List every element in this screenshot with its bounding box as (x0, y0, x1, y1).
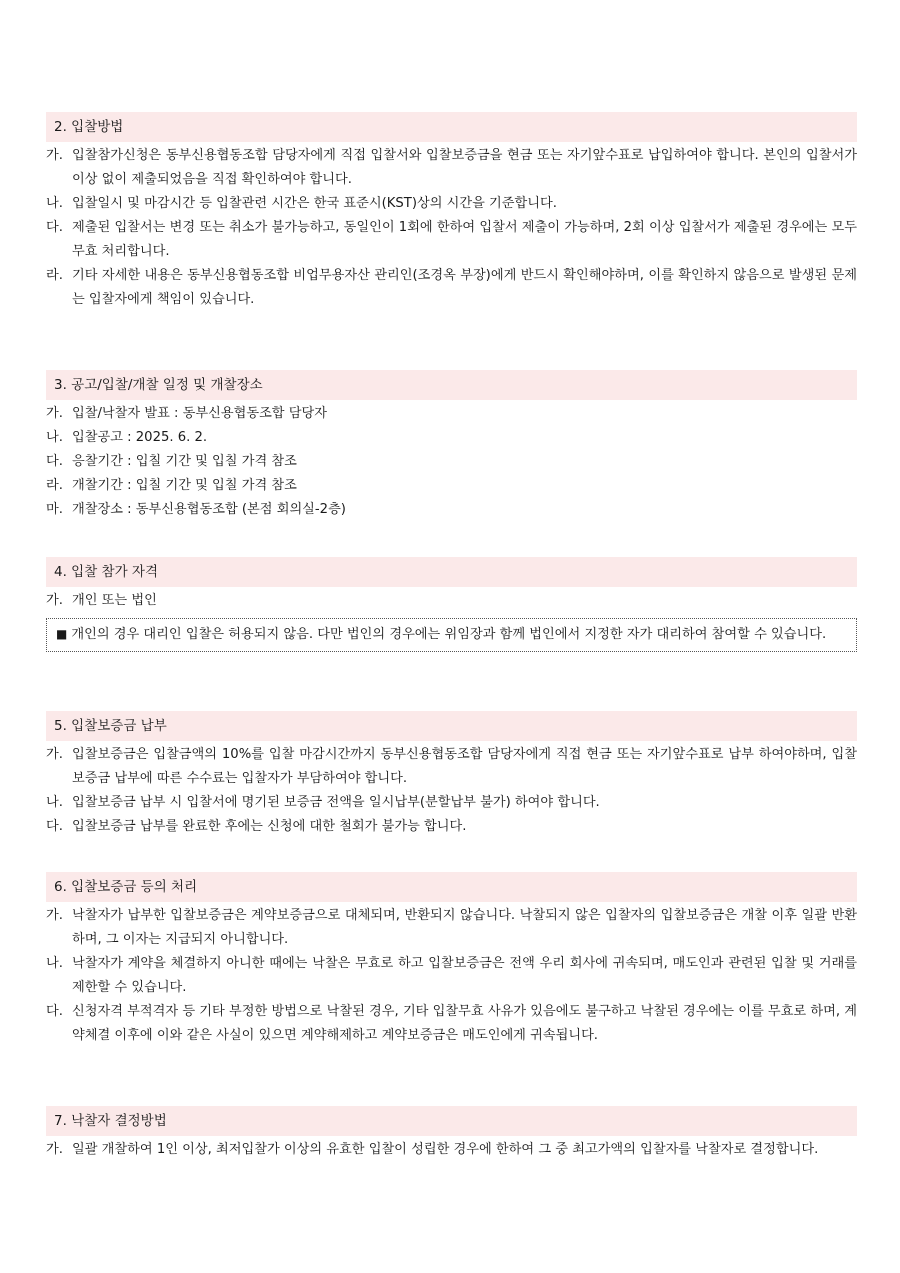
item-text: 개찰장소 : 동부신용협동조합 (본점 회의실-2층) (72, 502, 346, 517)
item-marker: 나. (46, 795, 63, 810)
item-marker: 다. (46, 1004, 63, 1019)
list-item (46, 815, 857, 839)
item-marker: 라. (46, 268, 63, 283)
list-item (46, 952, 857, 1000)
section-heading: 3. 공고/입찰/개찰 일정 및 개찰장소 (46, 370, 857, 400)
item-text: 응찰기간 : 입칠 기간 및 입칠 가격 참조 (72, 454, 297, 469)
item-text: 낙찰자가 계약을 체결하지 아니한 때에는 낙찰은 무효로 하고 입찰보증금은 전액 우리 회사에 귀속되며, 매도인과 관련된 입찰 및 거래를 제한할 수 있습니다. (72, 956, 857, 995)
section-schedule (46, 370, 857, 522)
item-marker: 나. (46, 956, 63, 971)
note-text: 개인의 경우 대리인 입찰은 허용되지 않음. 다만 법인의 경우에는 위임장과 함께 법인에서 지정한 자가 대리하여 참여할 수 있습니다. (71, 627, 827, 642)
item-text: 입찰참가신청은 동부신용협동조합 담당자에게 직접 입찰서와 입찰보증금을 현금 또는 자기앞수표로 납입하여야 합니다. 본인의 입찰서가 이상 없이 제출되었음을 직접 확인하여야 합니다. (72, 148, 857, 187)
list-item (46, 192, 857, 216)
item-text: 기타 자세한 내용은 동부신용협동조합 비업무용자산 관리인(조경옥 부장)에게 반드시 확인해야하며, 이를 확인하지 않음으로 발생된 문제는 입찰자에게 책임이 있습니다. (72, 268, 857, 307)
item-text: 입찰공고 : 2025. 6. 2. (72, 430, 208, 445)
item-text: 입찰일시 및 마감시간 등 입찰관련 시간은 한국 표준시(KST)상의 시간을 기준합니다. (72, 196, 557, 211)
item-marker: 가. (46, 406, 63, 421)
list-item (46, 498, 857, 522)
item-text: 제출된 입찰서는 변경 또는 취소가 불가능하고, 동일인이 1회에 한하여 입찰서 제출이 가능하며, 2회 이상 입찰서가 제출된 경우에는 모두 무효 처리합니다. (72, 220, 857, 259)
list-item (46, 589, 857, 613)
list-item (46, 904, 857, 952)
item-text: 일괄 개찰하여 1인 이상, 최저입찰가 이상의 유효한 입찰이 성립한 경우에 한하여 그 중 최고가액의 입찰자를 낙찰자로 결정합니다. (72, 1142, 819, 1157)
item-marker: 다. (46, 819, 63, 834)
item-marker: 가. (46, 148, 63, 163)
section-heading: 2. 입찰방법 (46, 112, 857, 142)
item-marker: 가. (46, 908, 63, 923)
item-marker: 라. (46, 478, 63, 493)
list-item (46, 144, 857, 192)
item-text: 신청자격 부적격자 등 기타 부정한 방법으로 낙찰된 경우, 기타 입찰무효 사유가 있음에도 불구하고 낙찰된 경우에는 이를 무효로 하며, 계약체결 이후에 이와 같은 사실이 있으면 계약해제하고 계약보증금은 매도인에게 귀속됩니다. (72, 1004, 857, 1043)
section-heading: 7. 낙찰자 결정방법 (46, 1106, 857, 1136)
section-heading: 4. 입찰 참가 자격 (46, 557, 857, 587)
list-item (46, 1138, 857, 1162)
square-bullet-icon: ■ (56, 627, 68, 641)
section-heading: 6. 입찰보증금 등의 처리 (46, 872, 857, 902)
item-text: 개인 또는 법인 (72, 593, 157, 608)
eligibility-note-box (46, 618, 857, 652)
item-text: 입찰/낙찰자 발표 : 동부신용협동조합 담당자 (72, 406, 327, 421)
item-marker: 가. (46, 1142, 63, 1157)
item-text: 입찰보증금 납부를 완료한 후에는 신청에 대한 철회가 불가능 합니다. (72, 819, 467, 834)
item-marker: 다. (46, 220, 63, 235)
item-text: 입찰보증금 납부 시 입찰서에 명기된 보증금 전액을 일시납부(분할납부 불가) 하여야 합니다. (72, 795, 600, 810)
section-deposit-handling (46, 872, 857, 1048)
item-marker: 나. (46, 196, 63, 211)
list-item (46, 216, 857, 264)
section-eligibility (46, 557, 857, 652)
section-deposit-payment (46, 711, 857, 839)
item-marker: 나. (46, 430, 63, 445)
item-text: 낙찰자가 납부한 입찰보증금은 계약보증금으로 대체되며, 반환되지 않습니다. 낙찰되지 않은 입찰자의 입찰보증금은 개찰 이후 일괄 반환하며, 그 이자는 지급되지 아니합니다. (72, 908, 857, 947)
list-item (46, 791, 857, 815)
item-text: 개찰기간 : 입칠 기간 및 입칠 가격 참조 (72, 478, 297, 493)
item-marker: 가. (46, 747, 63, 762)
list-item (46, 450, 857, 474)
list-item (46, 1000, 857, 1048)
section-bidding-method (46, 112, 857, 312)
list-item (46, 402, 857, 426)
list-item (46, 264, 857, 312)
item-marker: 마. (46, 502, 63, 517)
section-winner-decision (46, 1106, 857, 1162)
item-marker: 가. (46, 593, 63, 608)
list-item (46, 426, 857, 450)
section-heading: 5. 입찰보증금 납부 (46, 711, 857, 741)
item-text: 입찰보증금은 입찰금액의 10%를 입찰 마감시간까지 동부신용협동조합 담당자에게 직접 현금 또는 자기앞수표로 납부 하여야하며, 입찰보증금 납부에 따른 수수료는 입찰자가 부담하여야 합니다. (72, 747, 857, 786)
list-item (46, 474, 857, 498)
item-marker: 다. (46, 454, 63, 469)
list-item (46, 743, 857, 791)
